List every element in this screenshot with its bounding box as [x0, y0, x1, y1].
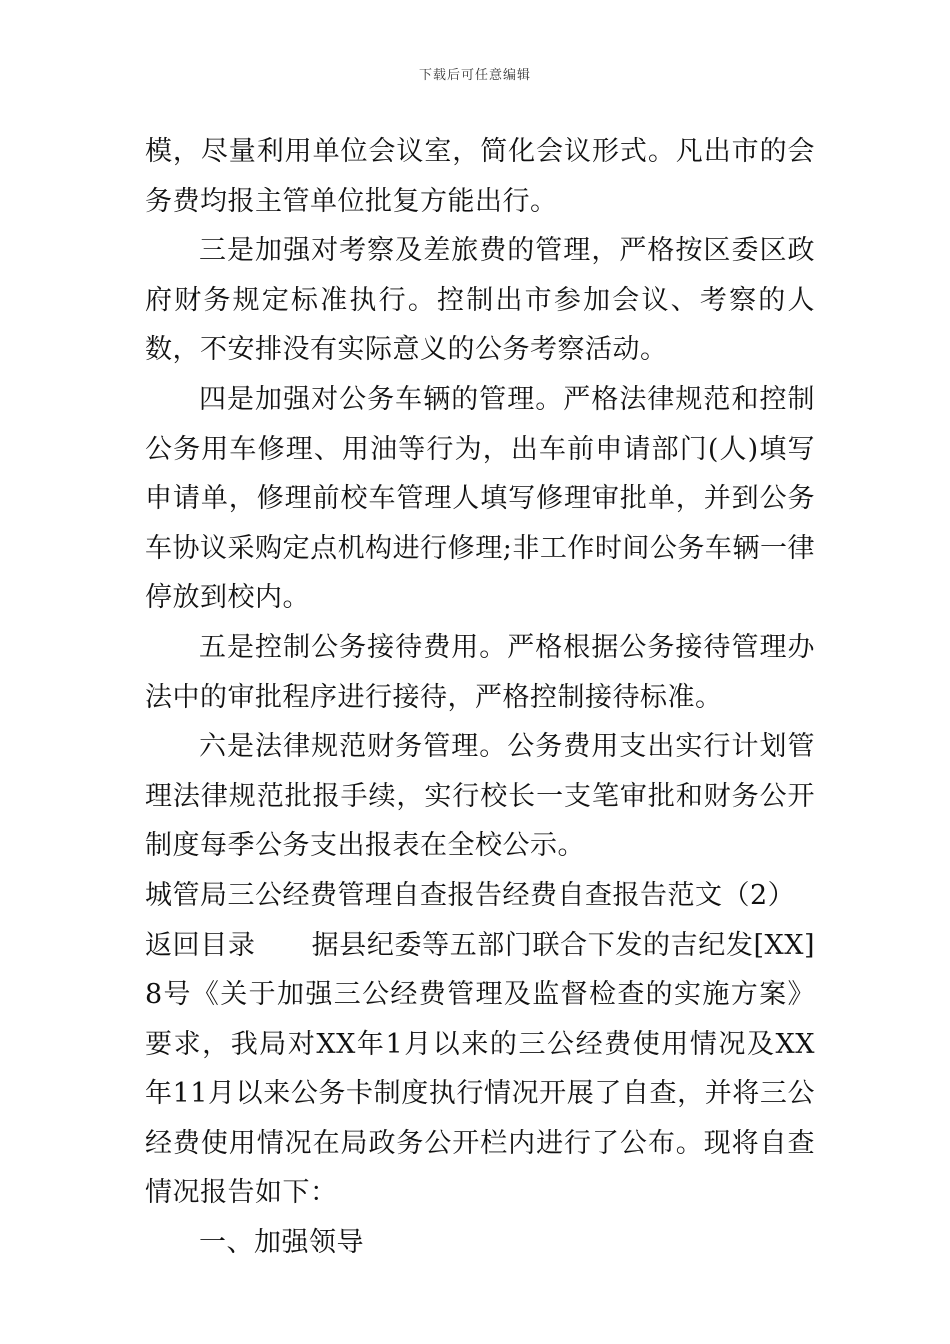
paragraph-vehicle-management: 四是加强对公务车辆的管理。严格法律规范和控制公务用车修理、用油等行为，出车前申请部门(人)填写申请单，修理前校车管理人填写修理审批单，并到公务车协议采购定点机构进行修理;非工作时间公务车辆一律停放到校内。 — [145, 383, 815, 614]
paragraph-financial-management: 六是法律规范财务管理。公务费用支出实行计划管理法律规范批报手续，实行校长一支笔审批和财务公开制度每季公务支出报表在全校公示。 — [145, 731, 815, 862]
paragraph-reception-expenses: 五是控制公务接待费用。严格根据公务接待管理办法中的审批程序进行接待，严格控制接待标准。 — [145, 631, 815, 713]
subheading: 一、加强领导 — [199, 1227, 364, 1259]
header-note: 下载后可任意编辑 — [418, 68, 531, 83]
document-body — [145, 127, 815, 1268]
paragraph-travel-expenses: 三是加强对考察及差旅费的管理，严格按区委区政府财务规定标准执行。控制出市参加会议、考察的人数，不安排没有实际意义的公务考察活动。 — [145, 235, 815, 366]
section-title: 城管局三公经费管理自查报告经费自查报告范文（2） — [145, 879, 796, 911]
section-body — [145, 921, 815, 1219]
section-title-line — [145, 871, 815, 921]
section-body-text: 据县纪委等五部门联合下发的吉纪发[XX]8号《关于加强三公经费管理及监督检查的实施方案》要求，我局对XX年1月以来的三公经费使用情况及XX年11月以来公务卡制度执行情况开展了自查，并将三公经费使用情况在局政务公开栏内进行了公布。现将自查情况报告如下： — [145, 929, 816, 1209]
paragraph-continuation: 模，尽量利用单位会议室，简化会议形式。凡出市的会务费均报主管单位批复方能出行。 — [145, 136, 815, 217]
back-to-contents-link[interactable]: 返回目录 — [145, 929, 256, 961]
